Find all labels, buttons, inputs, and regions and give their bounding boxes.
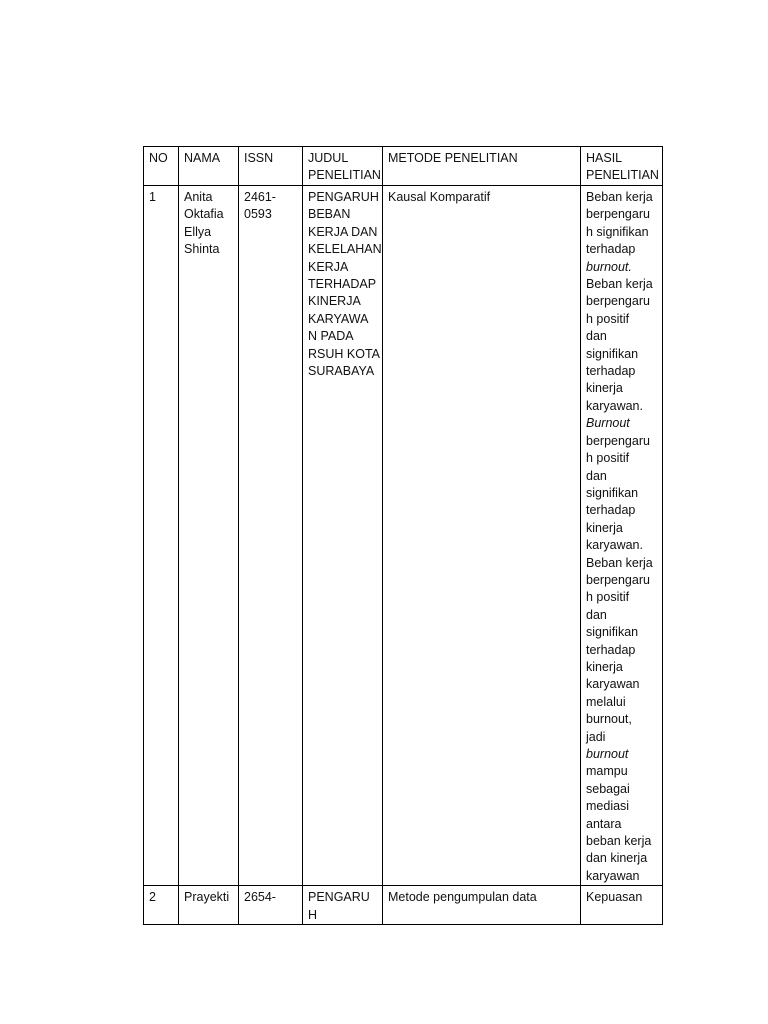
hasil-line: h signifikan <box>586 224 649 239</box>
hasil-line: antara <box>586 816 622 831</box>
table-row <box>144 186 663 886</box>
cell-judul <box>303 186 383 886</box>
hasil-line: melalui <box>586 694 626 709</box>
header-judul-line: JUDUL <box>308 151 349 165</box>
judul-line: KELELAHAN <box>308 242 382 257</box>
hasil-line: karyawan. <box>586 398 643 413</box>
hasil-line: mediasi <box>586 799 630 814</box>
table-row <box>144 886 663 925</box>
cell-metode: Kausal Komparatif <box>383 186 581 886</box>
judul-line: PENGARUH <box>308 190 379 204</box>
hasil-line: Beban kerja <box>586 190 653 204</box>
hasil-line: berpengaru <box>586 294 650 309</box>
header-nama: NAMA <box>179 147 239 186</box>
judul-line: N PADA <box>308 329 354 344</box>
header-issn: ISSN <box>239 147 303 186</box>
hasil-line: sebagai <box>586 781 630 796</box>
hasil-line: burnout, <box>586 712 632 727</box>
hasil-line: karyawan. <box>586 538 643 553</box>
hasil-line: Beban kerja <box>586 555 653 570</box>
cell-issn: 2654- <box>239 886 303 925</box>
hasil-line: berpengaru <box>586 207 650 222</box>
hasil-line: h positif <box>586 451 630 466</box>
hasil-line: signifikan <box>586 625 639 640</box>
hasil-line: kinerja <box>586 381 623 396</box>
hasil-line: kinerja <box>586 520 623 535</box>
hasil-line: karyawan <box>586 868 640 883</box>
cell-metode: Metode pengumpulan data <box>383 886 581 925</box>
judul-line: RSUH KOTA <box>308 346 380 361</box>
nama-line: Oktafia <box>184 207 224 222</box>
hasil-line: karyawan <box>586 677 640 692</box>
hasil-line: signifikan <box>586 485 639 500</box>
hasil-line: beban kerja <box>586 834 652 849</box>
hasil-line: dan <box>586 329 607 344</box>
header-hasil-line: HASIL <box>586 151 623 165</box>
header-judul <box>303 147 383 186</box>
hasil-line: terhadap <box>586 364 636 379</box>
hasil-line: berpengaru <box>586 433 650 448</box>
issn-line: 2461- <box>244 190 276 204</box>
judul-line: SURABAYA <box>308 364 375 379</box>
hasil-line: Burnout <box>586 416 630 431</box>
nama-line: Ellya <box>184 224 212 239</box>
hasil-line: jadi <box>586 729 606 744</box>
hasil-line: h positif <box>586 311 630 326</box>
cell-hasil <box>581 186 663 886</box>
hasil-line: dan <box>586 468 607 483</box>
cell-nama <box>179 186 239 886</box>
hasil-line: burnout. <box>586 259 632 274</box>
header-no: NO <box>144 147 179 186</box>
hasil-line: mampu <box>586 764 628 779</box>
hasil-line: terhadap <box>586 503 636 518</box>
hasil-line: Beban kerja <box>586 277 653 292</box>
cell-no: 2 <box>144 886 179 925</box>
judul-line: KARYAWA <box>308 311 369 326</box>
hasil-line: terhadap <box>586 642 636 657</box>
hasil-line: dan kinerja <box>586 851 648 866</box>
cell-issn <box>239 186 303 886</box>
judul-line: TERHADAP <box>308 277 377 292</box>
judul-line: KERJA <box>308 259 349 274</box>
hasil-line: dan <box>586 607 607 622</box>
header-hasil-line: PENELITIAN <box>586 168 659 183</box>
nama-line: Shinta <box>184 242 220 257</box>
issn-line: 0593 <box>244 207 272 222</box>
literature-review-table <box>143 146 663 925</box>
judul-line: KERJA DAN <box>308 224 378 239</box>
hasil-line: signifikan <box>586 346 639 361</box>
cell-no: 1 <box>144 186 179 886</box>
cell-nama: Prayekti <box>179 886 239 925</box>
judul-line: BEBAN <box>308 207 351 222</box>
judul-line: KINERJA <box>308 294 361 309</box>
header-judul-line: PENELITIAN <box>308 168 381 183</box>
cell-judul: PENGARUH <box>303 886 383 925</box>
nama-line: Anita <box>184 190 213 204</box>
hasil-line: terhadap <box>586 242 636 257</box>
hasil-line: h positif <box>586 590 630 605</box>
hasil-line: kinerja <box>586 659 623 674</box>
cell-hasil: Kepuasan <box>581 886 663 925</box>
hasil-line: berpengaru <box>586 572 650 587</box>
header-hasil <box>581 147 663 186</box>
header-metode: METODE PENELITIAN <box>383 147 581 186</box>
hasil-line: burnout <box>586 747 629 761</box>
table-header-row <box>144 147 663 186</box>
